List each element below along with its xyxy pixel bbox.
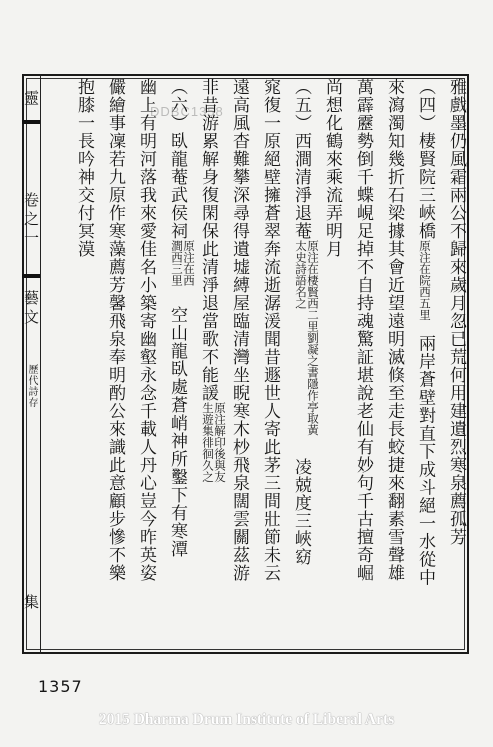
column-text: 抱膝一長吟神交付冥漠 bbox=[74, 78, 94, 258]
text-column-5 bbox=[321, 78, 342, 258]
text-column-12 bbox=[104, 78, 125, 582]
text-column-10 bbox=[166, 78, 195, 558]
margin-band bbox=[22, 120, 40, 124]
text-column-6 bbox=[290, 78, 319, 566]
column-text: 凌兢度三峽窈 bbox=[291, 458, 311, 566]
margin-strip bbox=[22, 74, 41, 654]
column-text: 萬霹靂勢倒千蝶峴足掉不自持魂驚証堪說老仙有妙句千古擅奇崛 bbox=[353, 78, 373, 582]
column-text: 非昔游累解身復閑保此清淨退當歌不能諼 bbox=[198, 78, 218, 402]
text-column-4 bbox=[352, 78, 373, 582]
margin-section: 藝文 bbox=[22, 290, 40, 328]
inline-annotation: 原注在院西五里 bbox=[418, 240, 432, 321]
top-watermark: DDBC1358 bbox=[150, 104, 224, 119]
margin-title-glyph: 靈 bbox=[22, 90, 40, 109]
column-text: 雅戲墨仍風霜兩公不歸來歲月忽已荒何用建遺烈寒泉薦孤芳 bbox=[446, 78, 466, 546]
column-text: 儼繪事凜若九原作寒藻薦芳馨飛泉奉明酌公來識此意顧步慘不樂 bbox=[105, 78, 125, 582]
column-text: （四）棲賢院三峽橋 bbox=[415, 78, 435, 240]
column-text: （五）西澗清淨退菴 bbox=[291, 78, 311, 240]
column-text: 兩岸蒼壁對直下成斗絕一水從中 bbox=[415, 334, 435, 587]
text-column-2 bbox=[414, 78, 435, 587]
text-column-7 bbox=[259, 78, 280, 582]
column-text: 遠高風杳難攀深尋得遺墟縛屋臨清灣坐睨寒木杪飛泉闊雲關茲游 bbox=[229, 78, 249, 582]
column-text: 來瀉濁知幾折石梁據其會近望遠明滅倏至走長蛟捷來翻素雪聲雄 bbox=[384, 78, 404, 582]
column-text: 空山龍臥處蒼峭神所鑿下有寒潭 bbox=[167, 306, 187, 558]
margin-note: 歷代詩存 bbox=[26, 364, 37, 408]
text-column-13 bbox=[73, 78, 94, 258]
inline-annotation: 原注解印後與友生遊集徘徊久之 bbox=[201, 402, 227, 483]
inline-annotation: 原注在棲賢西二里劉凝之書隱作亭取黃太史詩語名之 bbox=[294, 240, 320, 436]
margin-band bbox=[22, 274, 40, 278]
text-column-8 bbox=[228, 78, 249, 582]
column-text: （六）臥龍菴武侯祠 bbox=[167, 78, 187, 240]
column-text: 窕復一原絕壁擁蒼翠奔流逝潺湲聞昔遯世人寄此茅三間壯節未云 bbox=[260, 78, 280, 582]
bottom-watermark: 2015 Dharma Drum Institute of Liberal Arts bbox=[98, 711, 395, 728]
text-column-11 bbox=[135, 78, 156, 582]
margin-fold-mark: 集 bbox=[22, 594, 40, 613]
text-column-3 bbox=[383, 78, 404, 582]
margin-volume: 卷之一 bbox=[22, 192, 40, 249]
column-text: 幽上有明河落我來愛佳名小築寄幽壑永念千載人丹心豈今昨英姿 bbox=[136, 78, 156, 582]
page-number: 1357 bbox=[38, 677, 83, 696]
text-column-1 bbox=[445, 78, 466, 546]
column-text: 尚想化鶴來乘流弄明月 bbox=[322, 78, 342, 258]
text-column-9 bbox=[197, 78, 226, 486]
inline-annotation: 原注在西澗西三里 bbox=[170, 240, 196, 286]
